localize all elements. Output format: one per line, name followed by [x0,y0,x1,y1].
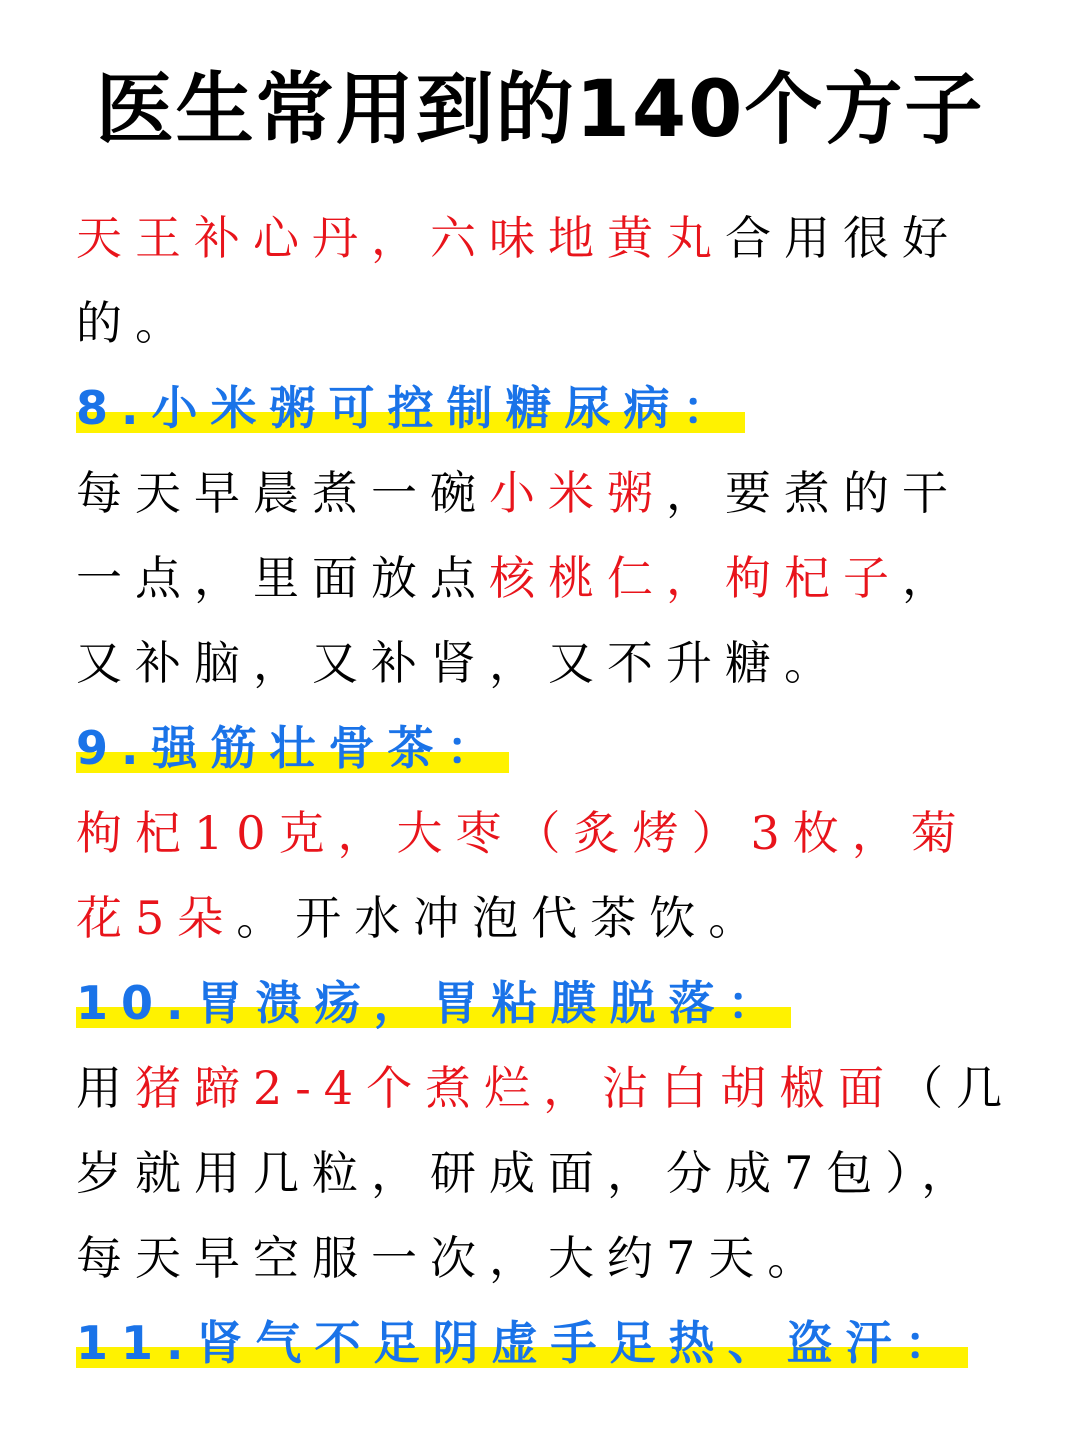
section-11-heading-text: 11.肾气不足阴虚手足热、盗汗： [76,1318,968,1368]
section-10-paragraph [76,1046,1016,1301]
section-9-text-1: 。开水冲泡代茶饮。 [236,891,768,945]
intro-text: 合用很好的。 [76,211,961,350]
section-9-heading-text: 9.强筋壮骨茶： [76,723,509,773]
section-8-heading-text: 8.小米粥可控制糖尿病： [76,383,745,433]
section-8-text-3: ，又补脑，又补肾，又不升糖。 [76,551,961,690]
article-body [76,196,1016,1386]
section-8-text-2: ，要煮的干一点，里面放点 [76,466,961,605]
section-8-heading [76,366,1016,451]
section-8-highlight-1: 小米粥 [489,466,666,520]
section-10-text-2: （几岁就用几粒，研成面，分成7包），每天早空服一次，大约7天。 [76,1061,1016,1285]
section-10-heading-text: 10.胃溃疡，胃粘膜脱落： [76,978,791,1028]
intro-highlight-text: 天王补心丹，六味地黄丸 [76,211,725,265]
section-10-text-1: 用 [76,1061,135,1115]
section-10-heading [76,961,1016,1046]
section-11-heading [76,1301,1016,1386]
section-9-highlight-1: 枸杞10克，大枣（炙烤）3枚，菊花5朵 [76,806,970,945]
section-9-paragraph [76,791,1016,961]
section-8-paragraph [76,451,1016,706]
page-title: 医生常用到的140个方子 [95,65,985,155]
section-10-highlight-1: 猪蹄2-4个煮烂，沾白胡椒面 [135,1061,898,1115]
section-9-heading [76,706,1016,791]
section-8-text-1: 每天早晨煮一碗 [76,466,489,520]
intro-paragraph [76,196,1016,366]
section-8-highlight-2: 核桃仁，枸杞子 [489,551,902,605]
